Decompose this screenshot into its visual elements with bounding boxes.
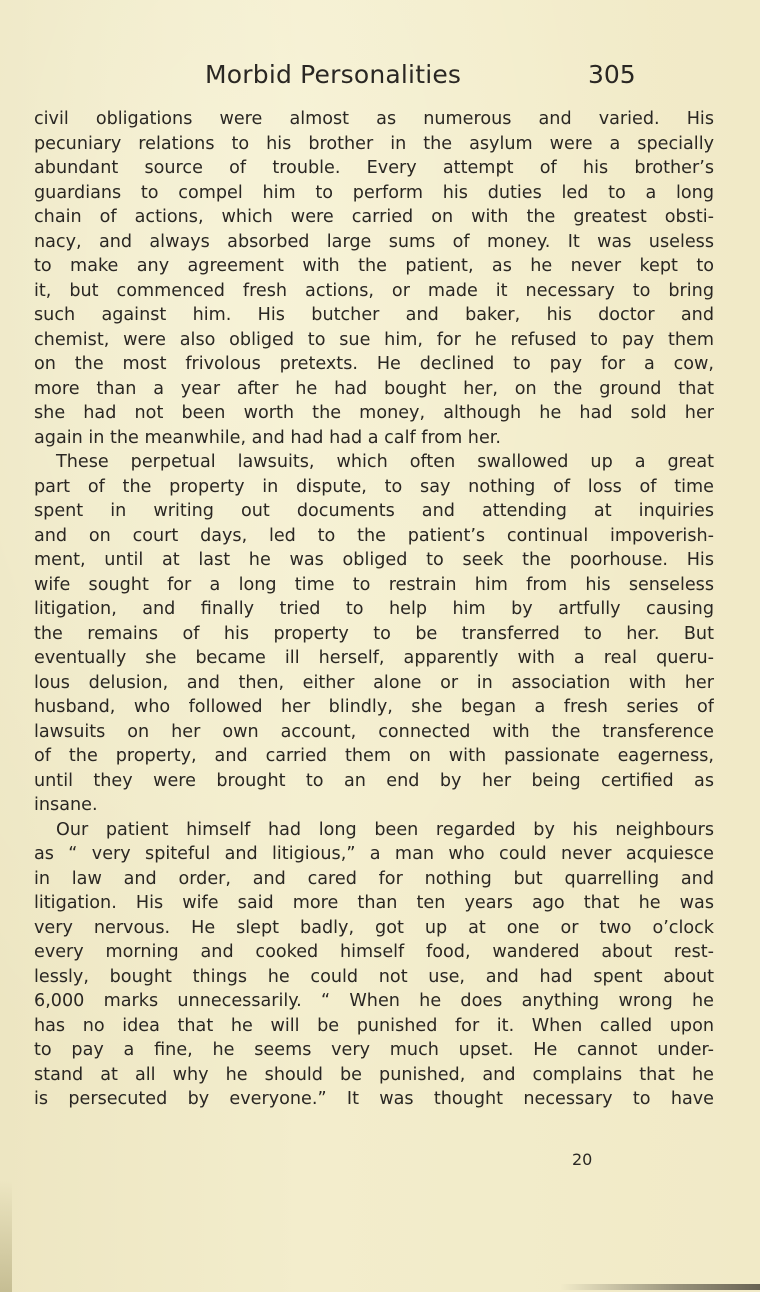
text-line: civil obligations were almost as numerous and varied. His — [34, 109, 714, 129]
text-line: insane. — [34, 795, 98, 815]
text-line: and on court days, led to the patient’s continual impoverish- — [34, 525, 714, 546]
text-line: abundant source of trouble. Every attempt of his brother’s — [34, 158, 714, 178]
text-line: These perpetual lawsuits, which often swallowed up a great — [56, 452, 714, 472]
page-edge-shadow — [0, 1180, 12, 1292]
text-line: to make any agreement with the patient, as he never kept to — [34, 256, 714, 276]
page-header — [0, 58, 760, 98]
text-line: 6,000 marks unnecessarily. “ When he does anything wrong he — [34, 991, 714, 1011]
text-line: litigation, and finally tried to help him by artfully causing — [34, 599, 714, 619]
page-number: 305 — [588, 60, 636, 89]
text-line: the remains of his property to be transferred to her. But — [34, 623, 714, 644]
text-line: wife sought for a long time to restrain him from his senseless — [34, 574, 714, 595]
text-line: husband, who followed her blindly, she began a fresh series of — [34, 697, 714, 717]
text-line: spent in writing out documents and attending at inquiries — [34, 501, 714, 521]
text-line: has no idea that he will be punished for it. When called upon — [34, 1015, 714, 1036]
body-text — [34, 107, 714, 1112]
text-line: more than a year after he had bought her, on the ground that — [34, 378, 714, 399]
text-line: such against him. His butcher and baker, his doctor and — [34, 305, 714, 325]
text-line: to pay a fine, he seems very much upset. He cannot under- — [34, 1040, 714, 1060]
signature-mark: 20 — [572, 1150, 593, 1169]
text-line: on the most frivolous pretexts. He declined to pay for a cow, — [34, 354, 714, 374]
text-line: eventually she became ill herself, apparently with a real queru- — [34, 648, 714, 668]
text-line: lessly, bought things he could not use, and had spent about — [34, 966, 714, 987]
text-line: of the property, and carried them on with passionate eagerness, — [34, 746, 714, 766]
text-line: she had not been worth the money, although he had sold her — [34, 403, 714, 423]
page-bottom-edge — [560, 1284, 760, 1290]
text-line: every morning and cooked himself food, wandered about rest- — [34, 942, 714, 962]
text-line: again in the meanwhile, and had had a calf from her. — [34, 427, 501, 448]
running-head: Morbid Personalities — [205, 60, 462, 89]
text-line: chain of actions, which were carried on with the greatest obsti- — [34, 207, 714, 227]
text-line: part of the property in dispute, to say nothing of loss of time — [34, 476, 714, 497]
text-line: pecuniary relations to his brother in the asylum were a specially — [34, 133, 714, 154]
text-line: nacy, and always absorbed large sums of money. It was useless — [34, 231, 714, 252]
text-line: guardians to compel him to perform his duties led to a long — [34, 182, 714, 203]
text-line: is persecuted by everyone.” It was thought necessary to have — [34, 1089, 714, 1109]
text-line: lawsuits on her own account, connected with the transference — [34, 721, 714, 742]
text-line: stand at all why he should be punished, and complains that he — [34, 1064, 714, 1085]
text-line: chemist, were also obliged to sue him, for he refused to pay them — [34, 329, 714, 350]
text-line: very nervous. He slept badly, got up at one or two o’clock — [34, 917, 714, 938]
text-line: it, but commenced fresh actions, or made it necessary to bring — [34, 280, 714, 301]
text-line: until they were brought to an end by her being certified as — [34, 770, 714, 791]
text-line: ment, until at last he was obliged to seek the poorhouse. His — [34, 550, 714, 570]
text-line: in law and order, and cared for nothing but quarrelling and — [34, 868, 714, 889]
text-line: lous delusion, and then, either alone or in association with her — [34, 672, 714, 693]
text-line: as “ very spiteful and litigious,” a man who could never acquiesce — [34, 844, 714, 864]
text-line: litigation. His wife said more than ten years ago that he was — [34, 893, 714, 913]
text-line: Our patient himself had long been regarded by his neighbours — [56, 819, 714, 840]
